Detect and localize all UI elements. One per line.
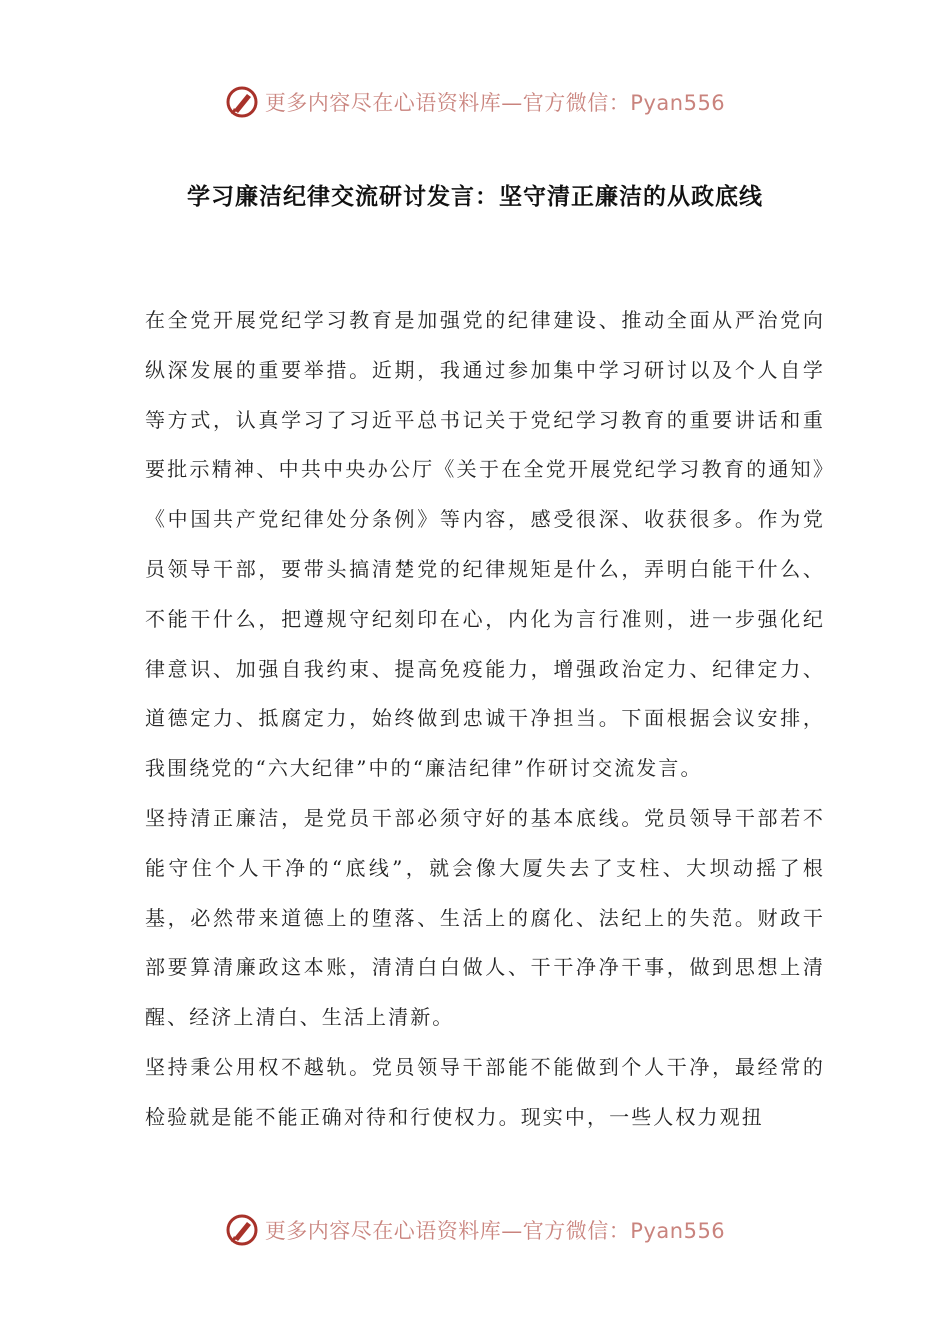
document-body bbox=[145, 296, 825, 1143]
pen-logo-icon bbox=[225, 85, 259, 119]
paragraph: 坚持秉公用权不越轨。党员领导干部能不能做到个人干净，最经常的检验就是能不能正确对待和行使权力。现实中，一些人权力观扭 bbox=[145, 1054, 825, 1129]
pen-logo-icon bbox=[225, 1213, 259, 1247]
paragraph: 坚持清正廉洁，是党员干部必须守好的基本底线。党员领导干部若不能守住个人干净的“底线”，就会像大厦失去了支柱、大坝动摇了根基，必然带来道德上的堕落、生活上的腐化、法纪上的失范。财政干部要算清廉政这本账，清清白白做人、干干净净干事，做到思想上清醒、经济上清白、生活上清新。 bbox=[145, 805, 825, 1030]
watermark-text: 更多内容尽在心语资料库—官方微信：Pyan556 bbox=[264, 91, 726, 115]
footer-watermark-banner bbox=[0, 1210, 950, 1250]
header-watermark-banner bbox=[0, 82, 950, 122]
paragraph: 在全党开展党纪学习教育是加强党的纪律建设、推动全面从严治党向纵深发展的重要举措。近期，我通过参加集中学习研讨以及个人自学等方式，认真学习了习近平总书记关于党纪学习教育的重要讲话和重要批示精神、中共中央办公厅《关于在全党开展党纪学习教育的通知》《中国共产党纪律处分条例》等内容，感受很深、收获很多。作为党员领导干部，要带头搞清楚党的纪律规矩是什么，弄明白能干什么、不能干什么，把遵规守纪刻印在心，内化为言行准则，进一步强化纪律意识、加强自我约束、提高免疫能力，增强政治定力、纪律定力、道德定力、抵腐定力，始终做到忠诚干净担当。下面根据会议安排，我围绕党的“六大纪律”中的“廉洁纪律”作研讨交流发言。 bbox=[145, 308, 825, 781]
document-title: 学习廉洁纪律交流研讨发言：坚守清正廉洁的从政底线 bbox=[187, 184, 763, 210]
watermark-text: 更多内容尽在心语资料库—官方微信：Pyan556 bbox=[264, 1219, 726, 1243]
